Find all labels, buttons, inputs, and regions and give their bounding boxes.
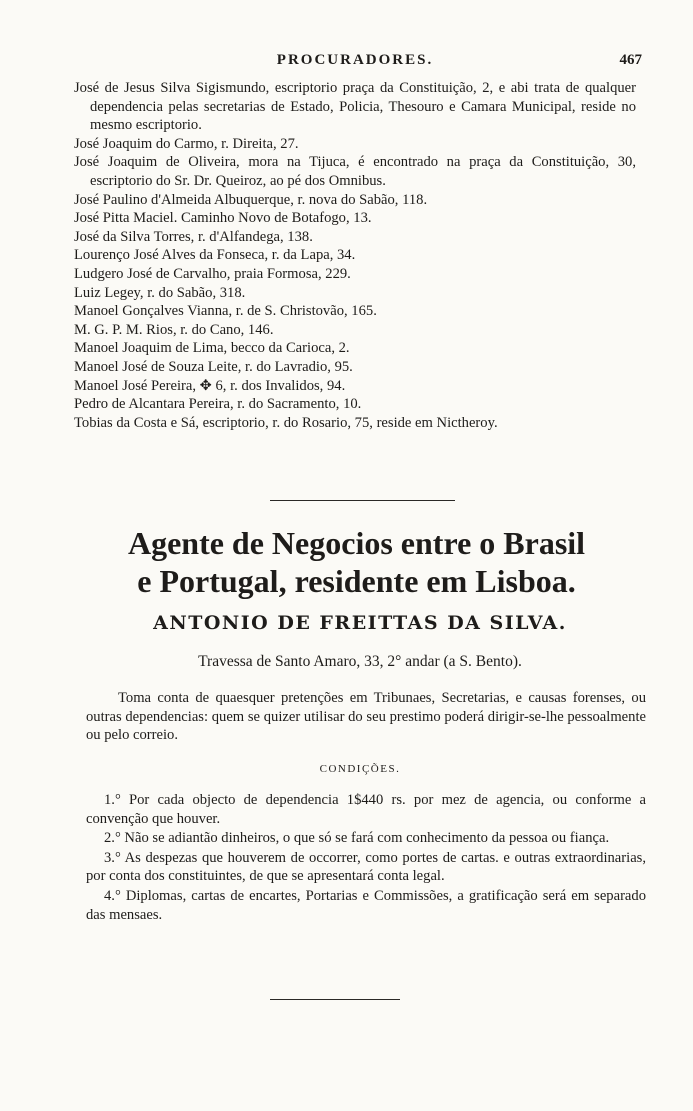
conditions-list	[86, 791, 646, 925]
list-item: Pedro de Alcantara Pereira, r. do Sacramento, 10.	[74, 396, 362, 413]
list-item: M. G. P. M. Rios, r. do Cano, 146.	[74, 321, 274, 338]
condition-item: 4.° Diplomas, cartas de encartes, Portarias e Commissões, a gratificação será em separado das mensaes.	[86, 887, 646, 923]
section-divider-bottom	[270, 999, 400, 1000]
advert-title-line-2: e Portugal, residente em Lisboa.	[137, 563, 576, 599]
list-item: Manoel José Pereira, ✥ 6, r. dos Invalidos, 94.	[74, 377, 346, 394]
condition-item: 1.° Por cada objecto de dependencia 1$440 rs. por mez de agencia, ou conforme a convenção que houver.	[86, 792, 646, 827]
conditions-heading: CONDIÇÕES.	[319, 763, 401, 775]
list-item: Manoel José de Souza Leite, r. do Lavradio, 95.	[74, 358, 353, 375]
list-item: Manoel Gonçalves Vianna, r. de S. Christovão, 165.	[74, 303, 377, 320]
condition-item: 2.° Não se adiantão dinheiros, o que só se fará com conhecimento da pessoa ou fiança.	[104, 830, 610, 847]
list-item: José Paulino d'Almeida Albuquerque, r. nova do Sabão, 118.	[74, 191, 428, 208]
advert-title	[40, 524, 673, 600]
running-title: PROCURADORES.	[276, 52, 434, 68]
list-item: José Joaquim do Carmo, r. Direita, 27.	[74, 135, 299, 152]
list-item: Tobias da Costa e Sá, escriptorio, r. do Rosario, 75, reside em Nictheroy.	[74, 414, 498, 431]
procuradores-list	[74, 79, 636, 432]
advert-address: Travessa de Santo Amaro, 33, 2° andar (a S. Bento).	[198, 653, 522, 670]
advert-body: Toma conta de quaesquer pretenções em Tribunaes, Secretarias, e causas forenses, ou outras dependencias: quem se quizer utilisar do seu prestimo poderá dirigir-se-lhe pessoalmente ou pelo correio.	[86, 690, 646, 744]
list-item: José Pitta Maciel. Caminho Novo de Botafogo, 13.	[74, 210, 372, 227]
advert-title-line-1: Agente de Negocios entre o Brasil	[127, 525, 586, 561]
list-item: Lourenço José Alves da Fonseca, r. da Lapa, 34.	[74, 247, 356, 264]
list-item: José de Jesus Silva Sigismundo, escriptorio praça da Constituição, 2, e abi trata de qualquer dependencia pelas secretarias de Estado, Policia, Thesouro e Camara Municipal, reside no mesmo escriptorio.	[74, 80, 636, 134]
page-number: 467	[619, 52, 642, 68]
advert-agent-name: ANTONIO DE FREITTAS DA SILVA.	[153, 612, 567, 634]
list-item: Manoel Joaquim de Lima, becco da Carioca, 2.	[74, 340, 350, 357]
list-item: José da Silva Torres, r. d'Alfandega, 138.	[74, 228, 313, 245]
list-item: Ludgero José de Carvalho, praia Formosa, 229.	[74, 265, 351, 282]
running-header	[60, 52, 650, 74]
condition-item: 3.° As despezas que houverem de occorrer, como portes de cartas. e outras extraordinarias, por conta dos constituintes, de que se apresentará conta legal.	[86, 849, 646, 885]
list-item: Luiz Legey, r. do Sabão, 318.	[74, 284, 246, 301]
list-item: José Joaquim de Oliveira, mora na Tijuca, é encontrado na praça da Constituição, 30, escriptorio do Sr. Dr. Queiroz, ao pé dos Omnibus.	[74, 154, 636, 189]
section-divider	[270, 500, 455, 501]
